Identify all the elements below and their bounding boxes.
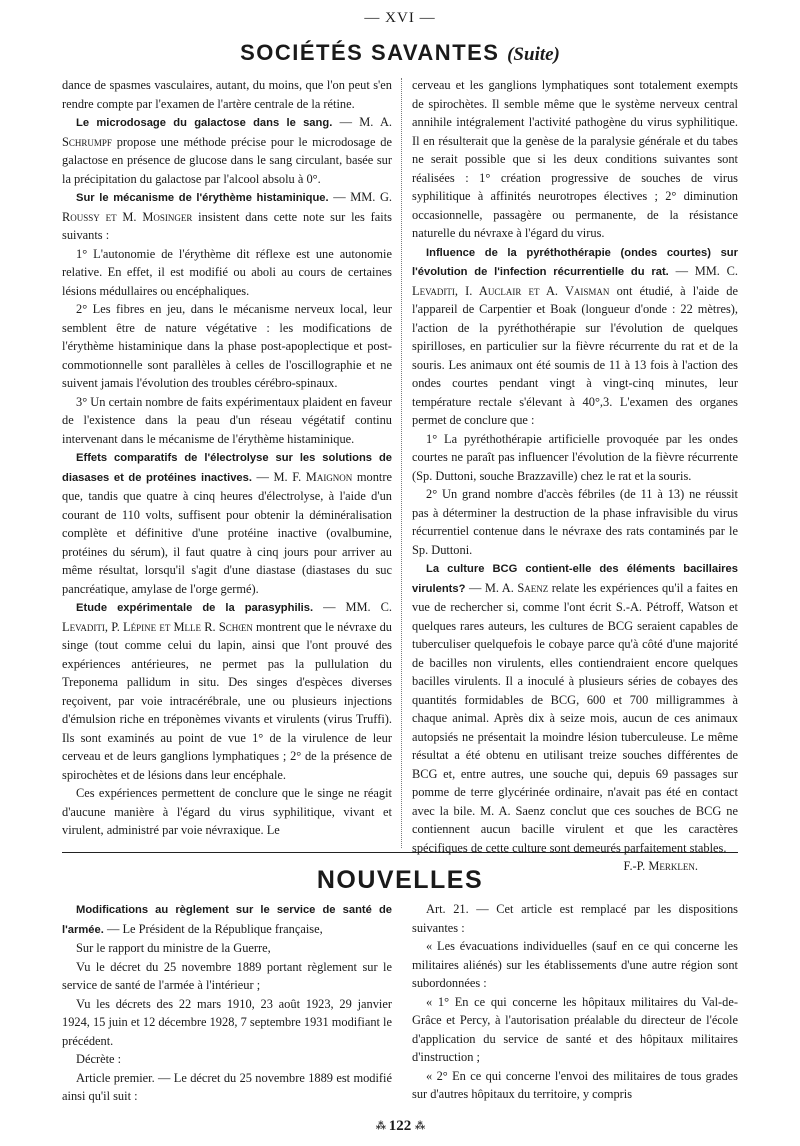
right-column: [412, 76, 738, 876]
article-paragraph: [412, 243, 738, 430]
paragraph: Vu le décret du 25 novembre 1889 portant règlement sur le service de santé de l'armée à l'intérieur ;: [62, 959, 392, 992]
paragraph: Article premier. — Le décret du 25 novembre 1889 est modifié ainsi qu'il suit :: [62, 1070, 392, 1103]
paragraph: 2° Un grand nombre d'accès fébriles (de 11 à 13) ne réussit pas à déterminer la destruction de la phase infravisible du virus récurrentiel contenue dans le névraxe des rats contaminés par le Sp. Duttoni.: [412, 487, 738, 557]
article-authors: Schrumpf: [62, 134, 112, 149]
continued-paragraph: dance de spasmes vasculaires, autant, du moins, que l'on peut s'en rendre compte par l'examen de l'artère centrale de la rétine.: [62, 78, 392, 111]
paragraph: 1° L'autonomie de l'érythème dit réflexe est une autonomie relative. En effet, il est modifié ou aboli au cours de certaines lésions médullaires ou encéphaliques.: [62, 246, 392, 298]
article-body: montrent que le névraxe du singe (tout comme celui du lapin, ainsi que l'ont prouvé des expériences antérieures, ne permet pas la pullulation du Treponema pallidum in situ. Des singes d'espèces diverses reçoivent, par voie intracérébrale, une ou plusieurs injections d'émulsion riche en tréponèmes vivants et virulents (virus Truffi). Ils sont examinés au point de vue 1° de la virulence de leur cerveau et de leurs ganglions lymphatiques ; 2° de la présence de spirochètes et de lésions dans leur encéphale.: [62, 619, 392, 782]
article-paragraph: [62, 113, 392, 188]
heading-separator: — M. A.: [465, 580, 518, 595]
heading-separator: — MM. C.: [313, 600, 392, 614]
paragraph: Art. 21. — Cet article est remplacé par les dispositions suivantes :: [412, 902, 738, 935]
left-column: [62, 76, 392, 840]
article-authors: Maignon: [305, 469, 353, 484]
signature-text: F.-P. Merklen.: [623, 859, 698, 873]
article-heading: Etude expérimentale de la parasyphilis.: [76, 602, 314, 614]
article-body: ont étudié, à l'aide de l'appareil de Carpentier et Boak (longueur d'onde : 22 mètres), l'action de la pyréthothérapie sur l'évolution de quelques spirilloses, en particulier sur la fièvre récurrente du rat et de la souris. Les animaux ont été soumis de 11 à 13 fois à l'action des ondes courtes pendant vingt à vingt-cinq minutes, leur température rectale s'élevant à 40°,3. L'examen des organes permet de conclure que :: [412, 283, 738, 427]
paragraph: Vu les décrets des 22 mars 1910, 23 août 1923, 29 janvier 1924, 15 juin et 12 décembre 1928, 7 septembre 1931 modifiant le précédent.: [62, 996, 392, 1048]
footer-page-number: [0, 1118, 800, 1135]
article-authors: Levaditi, I. Auclair et A. Vaisman: [412, 283, 610, 298]
page-number: — XVI —: [364, 10, 436, 26]
article-body: insistent dans cette note sur les faits suivants :: [62, 209, 392, 242]
nouvelles-left-column: [62, 900, 392, 1106]
article-body: montre que, tandis que quatre à cinq heures d'électrolyse, à l'aide d'un courant de 110 volts, suffisent pour obtenir la déminéralisation complète et définitive d'une protéine inactive (ovalbumine, protéines du sérum), il faut quatre à cinq jours pour arriver au même résultat, lorsqu'il s'agit d'une diastase (diastases du suc pancréatique, amylase de l'orge germé).: [62, 469, 392, 596]
section-title-text: SOCIÉTÉS SAVANTES: [240, 40, 500, 65]
article-body: propose une méthode précise pour le microdosage de galactose en présence de glucose dans le sang circulant, basée sur la précipitation du galactose par l'alcool absolu à 0°.: [62, 134, 392, 186]
article-heading: La culture BCG contient-elle des éléments bacillaires virulents?: [412, 563, 738, 595]
article-heading: Modifications au règlement sur le service de santé de l'armée.: [62, 904, 392, 936]
article-heading: Sur le mécanisme de l'érythème histaminique.: [76, 192, 329, 204]
article-heading: Le microdosage du galactose dans le sang.: [76, 117, 333, 129]
paragraph: « Les évacuations individuelles (sauf en ce qui concerne les militaires aliénés) sur les établissements d'une autre région sont subordonnées :: [412, 939, 738, 990]
article-authors: Levaditi, P. Lépine et Mlle R. Schœn: [62, 619, 253, 634]
paragraph: 3° Un certain nombre de faits expérimentaux plaident en faveur de l'existence dans la peau d'un réseau végétatif continu intervenant dans le mécanisme de l'érythème histaminique.: [62, 394, 392, 446]
footer-ornament-left-icon: ⁂: [375, 1121, 385, 1133]
heading-separator: — MM. C.: [668, 264, 738, 278]
heading-separator: —: [103, 921, 123, 936]
section-title-suite: (Suite): [507, 44, 560, 65]
article-paragraph: [62, 188, 392, 245]
paragraph: Décrète :: [76, 1052, 122, 1066]
paragraph: Sur le rapport du ministre de la Guerre,: [76, 941, 271, 955]
article-body: relate les expériences qu'il a faites en vue de rechercher si, comme l'ont écrit S.-A. Pétroff, Watson et quelques rares auteurs, les cultures de BCG seraient capables de tuberculiser quelquefois le cobaye parce qu'à côté d'une majorité de bacilles non virulents, elles contiendraient encore quelques bacilles virulents. Il a inoculé à plusieurs séries de cobayes des quantités formidables de BCG, 600 et 700 milligrammes à chaque animal. Après dix à seize mois, aucun de ces animaux autopsiés ne présentait la moindre lésion tuberculeuse. Le même résultat a été obtenu en utilisant treize souches différentes de BCG et, entre autres, une souche qui, depuis 69 passages sur pomme de terre glycérinée ordinaire, n'avait pas été en contact avec la bile. M. A. Saenz conclut que ces souches de BCG ne contiennent aucun bacille virulent et que les caractères spécifiques de cette culture sont demeurés parfaitement stables.: [412, 580, 739, 855]
heading-separator: — MM. G.: [328, 190, 392, 204]
article-body: Le Président de la République française,: [122, 921, 323, 936]
paragraph: « 1° En ce qui concerne les hôpitaux militaires du Val-de-Grâce et Percy, à l'autorisation préalable du directeur de l'école d'application du service de santé et des hôpitaux militaires d'instruction ;: [412, 994, 738, 1064]
column-divider: [401, 78, 402, 848]
section-rule: [62, 852, 738, 853]
continued-paragraph: cerveau et les ganglions lymphatiques sont totalement exempts de spirochètes. Il semble même que le système nerveux central annihile intégralement l'activité pathogène du virus syphilitique. Il en résulterait que la genèse de la paralysie générale et du tabes ne serait possible que si les deux conditions suivantes sont réalisées : 1° création progressive de souches de virus syphilitique à affinités neurotropes électives ; 2° diminution occasionnelle, passagère ou permanente, de la résistance naturelle du névraxe à l'égard du virus.: [412, 78, 738, 240]
article-authors: Saenz: [517, 580, 549, 595]
nouvelles-title: NOUVELLES: [316, 866, 484, 894]
heading-separator: — M. A.: [332, 115, 392, 129]
article-paragraph: [62, 598, 392, 784]
paragraph: 2° Les fibres en jeu, dans le mécanisme nerveux local, leur semblent être de nature végétative : les modifications de l'érythème histaminique dans la phase post-apoplectique et post-commotionnelle sont parallèles à celles de l'oscillographie et ne suivent jamais l'évolution des troubles cérébro-spinaux.: [62, 302, 392, 390]
article-heading: Influence de la pyréthothérapie (ondes courtes) sur l'évolution de l'infection récurrentielle du rat.: [412, 246, 738, 278]
heading-separator: — M. F.: [251, 469, 306, 484]
footer-page-number-text: 122: [388, 1118, 412, 1134]
article-authors: Roussy et M. Mosinger: [62, 209, 193, 224]
nouvelles-right-column: [412, 900, 738, 1104]
paragraph: 1° La pyréthothérapie artificielle provoquée par les ondes courtes ne paraît pas influencer l'évolution de la fièvre récurrente (Sp. Duttoni, souche Brazzaville) chez le rat et la souris.: [412, 431, 738, 483]
section-title: [0, 40, 800, 66]
article-paragraph: [412, 559, 738, 857]
article-paragraph: [62, 900, 392, 939]
footer-ornament-right-icon: ⁂: [415, 1121, 425, 1133]
paragraph: Ces expériences permettent de conclure que le singe ne réagit d'aucune manière à l'égard du virus syphilitique, vivant et virulent, administré par voie névraxique. Le: [62, 786, 392, 837]
article-paragraph: [62, 448, 392, 598]
paragraph: « 2° En ce qui concerne l'envoi des militaires de tous grades sur d'autres hôpitaux du territoire, y compris: [412, 1068, 738, 1101]
article-heading: Effets comparatifs de l'électrolyse sur les solutions de diasases et de protéines inactives.: [62, 452, 392, 484]
